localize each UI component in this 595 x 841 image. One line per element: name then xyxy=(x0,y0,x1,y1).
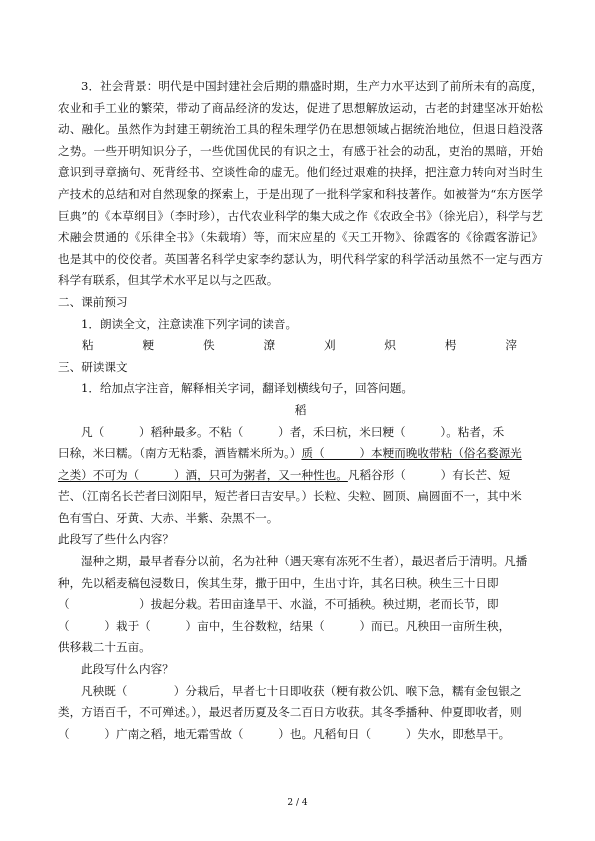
paragraph3-line: （ ）广南之稻，地无霜雪故（ ）也。凡稻旬日（ ）失水，即愁旱干。 xyxy=(58,726,511,741)
question-1: 此段写了些什么内容？ xyxy=(58,532,174,547)
paragraph2-line: （ ）拔起分栽。若田亩逢旱干、水溢，不可插秧。秧过期，老而长节，即 xyxy=(58,597,499,612)
pronunciation-char: 滓 xyxy=(505,338,517,353)
paragraph1-text: 曰稌，米曰糯。（南方无粘黍，酒皆糯米所为。） xyxy=(58,446,302,461)
pronunciation-char: 枵 xyxy=(444,338,457,353)
paragraph1-line: 色有雪白、牙黄、大赤、半紫、杂黑不一。 xyxy=(58,510,279,525)
paragraph3-line: 凡秧既（ ）分栽后，早者七十日即收获（粳有救公饥、喉下急，糯有金包银之 xyxy=(81,683,522,698)
pronunciation-char: 粘 xyxy=(82,338,94,353)
study-heading: 三、研读课文 xyxy=(58,359,128,374)
paragraph1-line: 凡（ ）稻种最多。不粘（ ）者，禾曰杭，米曰粳（ ）。粘者，禾 xyxy=(81,424,505,439)
paragraph1-text: 凡稻谷形（ ）有长芒、短 xyxy=(347,467,511,482)
study-instruction: 1．给加点字注音，解释相关字词，翻译划横线句子，回答问题。 xyxy=(81,381,414,396)
pronunciation-char: 粳 xyxy=(142,338,155,353)
underlined-sentence: 之类）不可为（ ）酒，只可为粥者，又一种性也。 xyxy=(58,467,348,482)
paragraph2-line: 供移栽二十五亩。 xyxy=(58,640,151,655)
preview-instruction: 1．朗读全文，注意读准下列字词的读音。 xyxy=(81,316,298,331)
pronunciation-char: 潦 xyxy=(263,338,276,353)
preview-heading: 二、课前预习 xyxy=(58,294,128,309)
text-title: 稻 xyxy=(294,402,307,417)
paragraph3-line: 类，方语百千，不可殚述。），最迟者历夏及冬二百日方收获。其冬季播种、仲夏即收者，则 xyxy=(58,705,522,720)
paragraph1-line: 芒、（江南名长芒者曰浏阳早，短芒者曰吉安早。）长粒、尖粒、圆顶、扁圆面不一，其中米 xyxy=(58,489,522,504)
paragraph2-line: （ ）栽于（ ）亩中，生谷数粒，结果（ ）而已。凡秧田一亩所生秧， xyxy=(58,618,511,633)
paragraph2-line: 湿种之期，最早者春分以前，名为社种（遇天寒有冻死不生者），最迟者后于清明。凡播 xyxy=(81,554,528,569)
pronunciation-char: 炽 xyxy=(384,338,397,353)
pronunciation-char: 佚 xyxy=(202,338,215,353)
paragraph1-line xyxy=(58,465,543,487)
social-background-paragraph: 3．社会背景：明代是中国封建社会后期的鼎盛时期，生产力水平达到了前所未有的高度，农业和手工业的繁荣，带动了商品经济的发达，促进了思想解放运动，古老的封建坚冰开始松动、融化。虽然作为封建王朝统治工具的程朱理学仍在思想领域占据统治地位，但退日趋没落之势。一些开明知识分子，一些优国优民的有识之士，有感于社会的动乱，吏治的黑暗，开始意识到寻章摘句、死背经书、空谈性命的虚无。他们经过艰难的抉择，把注意力转向对当时生产技术的总结和对自然现象的探索上，于是出现了一批科学家和科技著作。如被誉为“东方医学巨典”的《本草纲目》（李时珍），古代农业科学的集大成之作《农政全书》（徐光启），科学与艺术融会贯通的《乐律全书》（朱载堉）等，而宋应星的《天工开物》、徐霞客的《徐霞客游记》也是其中的佼佼者。英国著名科学史家李约瑟认为，明代科学家的科学活动虽然不一定与西方科学有联系，但其学术水平足以与之匹敌。 xyxy=(58,79,543,288)
paragraph1-line xyxy=(58,443,543,465)
pronunciation-char: 刈 xyxy=(323,338,336,353)
question-2: 此段写什么内容？ xyxy=(81,662,174,677)
pronunciation-characters xyxy=(58,335,543,357)
document-body xyxy=(58,76,543,745)
paragraph2-line: 种，先以稻麦稿包浸数日，俟其生芽，撒于田中，生出寸许，其名曰秧。秧生三十日即 xyxy=(58,575,499,590)
underlined-sentence: 质（ ）本粳而晚收带粘（俗名婺源光 xyxy=(301,446,522,461)
page-number: 2 / 4 xyxy=(287,798,308,808)
